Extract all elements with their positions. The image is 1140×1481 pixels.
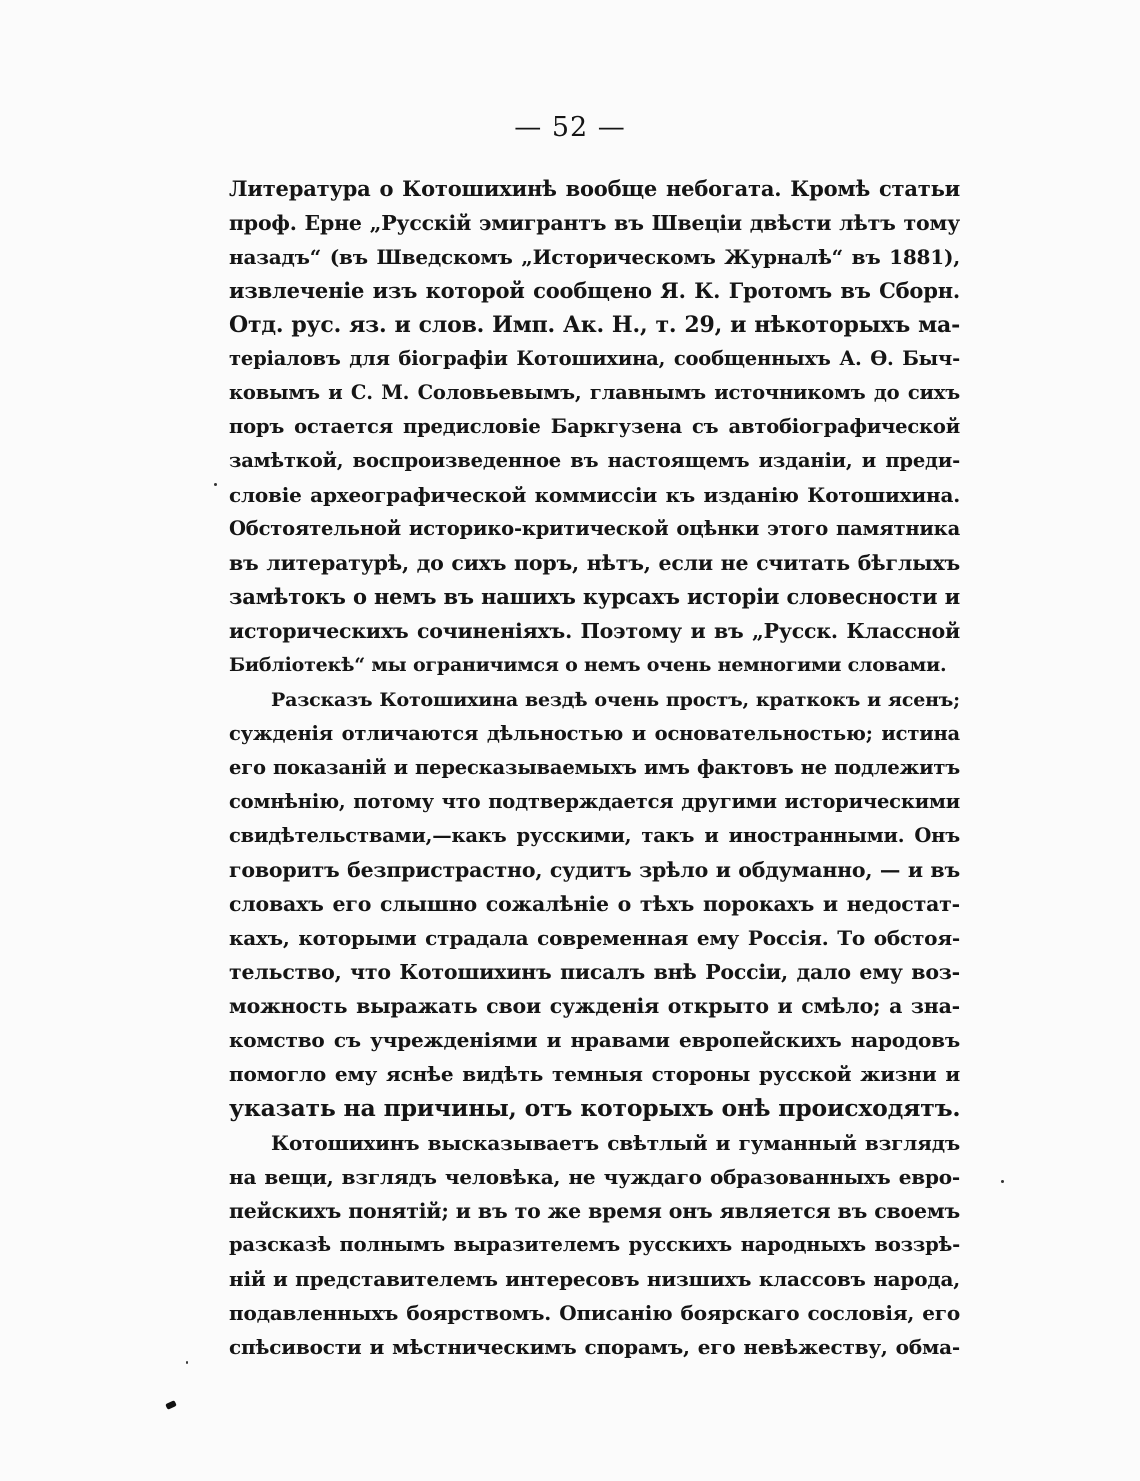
paper-speck xyxy=(186,1361,188,1364)
text-line: замѣткой, воспроизведенное въ настоящемъ изданіи, и преди- xyxy=(229,449,960,472)
text-line: въ литературѣ, до сихъ поръ, нѣтъ, если не считать бѣглыхъ xyxy=(229,551,960,575)
text-line: кахъ, которыми страдала современная ему Россія. То обстоя- xyxy=(229,926,960,950)
text-line: указать на причины, отъ которыхъ онѣ происходятъ. xyxy=(229,1094,960,1122)
page-number: — 52 — xyxy=(514,112,626,143)
text-line: сужденія отличаются дѣльностью и основательностью; истина xyxy=(229,722,960,745)
text-line: замѣтокъ о немъ въ нашихъ курсахъ исторіи словесности и xyxy=(229,584,960,609)
text-line: теріаловъ для біографіи Котошихина, сообщенныхъ А. Ѳ. Быч- xyxy=(229,347,960,370)
text-line: тельство, что Котошихинъ писалъ внѣ Россіи, дало ему воз- xyxy=(229,960,960,984)
ink-blot xyxy=(165,1400,177,1410)
text-line: ковымъ и С. М. Соловьевымъ, главнымъ источникомъ до сихъ xyxy=(229,381,960,404)
paper-speck xyxy=(214,483,217,486)
text-line: сомнѣнію, потому что подтверждается другими историческими xyxy=(229,790,960,813)
text-line: назадъ“ (въ Шведскомъ „Историческомъ Журналѣ“ въ 1881), xyxy=(229,245,960,269)
text-line: спѣсивости и мѣстническимъ спорамъ, его невѣжеству, обма- xyxy=(229,1335,960,1359)
text-line: поръ остается предисловіе Баркгузена съ автобіографической xyxy=(229,415,960,438)
text-line: говоритъ безпристрастно, судитъ зрѣло и обдуманно, — и въ xyxy=(229,858,960,882)
text-line: Котошихинъ высказываетъ свѣтлый и гуманный взглядъ xyxy=(271,1131,960,1155)
text-line: Отд. рус. яз. и слов. Имп. Ак. Н., т. 29, и нѣкоторыхъ ма- xyxy=(229,312,960,338)
text-line: Литература о Котошихинѣ вообще небогата. Кромѣ статьи xyxy=(229,176,960,201)
text-line: словіе археографической коммиссіи къ изданію Котошихина. xyxy=(229,483,960,507)
text-line: можность выражать свои сужденія открыто и смѣло; а зна- xyxy=(229,994,960,1018)
text-line: помогло ему яснѣе видѣть темныя стороны русской жизни и xyxy=(229,1062,960,1086)
text-line: Разсказъ Котошихина вездѣ очень простъ, краткокъ и ясенъ; xyxy=(271,689,960,711)
paper-speck xyxy=(1001,1180,1004,1183)
text-line: извлеченіе изъ которой сообщено Я. К. Гротомъ въ Сборн. xyxy=(229,278,960,303)
text-line: разсказѣ полнымъ выразителемъ русскихъ народныхъ воззрѣ- xyxy=(229,1233,960,1256)
text-line: пейскихъ понятій; и въ то же время онъ является въ своемъ xyxy=(229,1199,960,1223)
text-line: Обстоятельной историко-критической оцѣнки этого памятника xyxy=(229,517,960,540)
text-line: комство съ учрежденіями и нравами европейскихъ народовъ xyxy=(229,1028,960,1052)
text-line: ній и представителемъ интересовъ низшихъ классовъ народа, xyxy=(229,1267,960,1291)
text-line: Библіотекѣ“ мы ограничимся о немъ очень немногими словами. xyxy=(229,654,947,676)
text-line: свидѣтельствами,—какъ русскими, такъ и иностранными. Онъ xyxy=(229,824,960,847)
text-line: проф. Ерне „Русскій эмигрантъ въ Швеціи двѣсти лѣтъ тому xyxy=(229,211,960,235)
text-line: на вещи, взглядъ человѣка, не чуждаго образованныхъ евро- xyxy=(229,1165,960,1189)
text-line: историческихъ сочиненіяхъ. Поэтому и въ „Русск. Классной xyxy=(229,619,960,643)
text-line: подавленныхъ боярствомъ. Описанію боярскаго сословія, его xyxy=(229,1301,960,1325)
text-line: его показаній и пересказываемыхъ имъ фактовъ не подлежитъ xyxy=(229,756,960,779)
text-line: словахъ его слышно сожалѣніе о тѣхъ порокахъ и недостат- xyxy=(229,892,960,916)
